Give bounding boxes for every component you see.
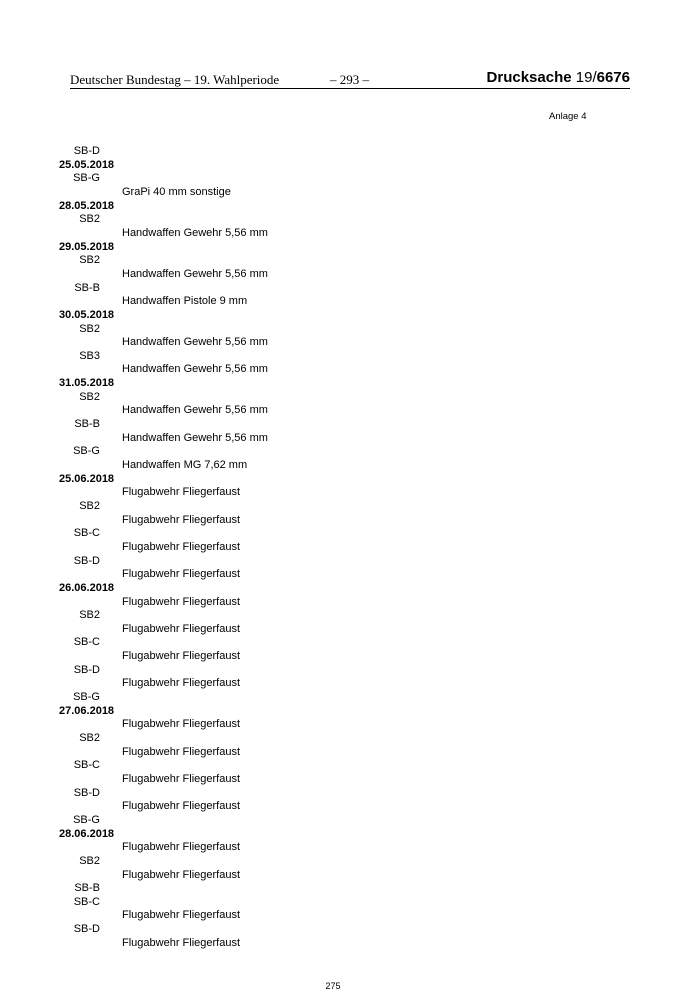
weapon-entry: Handwaffen Gewehr 5,56 mm [122, 404, 268, 417]
unit-code: SB-G [73, 813, 100, 826]
date-heading: 25.06.2018 [59, 472, 115, 485]
weapon-entry: Flugabwehr Fliegerfaust [122, 772, 241, 785]
unit-code: SB2 [79, 213, 100, 226]
unit-code: SB2 [79, 322, 100, 335]
weapon-entry: Handwaffen Gewehr 5,56 mm [122, 363, 268, 376]
date-heading: 25.05.2018 [59, 158, 115, 171]
unit-code: SB2 [79, 254, 100, 267]
date-heading: 28.05.2018 [59, 199, 115, 212]
weapon-entry: Flugabwehr Fliegerfaust [122, 677, 241, 690]
unit-code: SB-C [73, 895, 100, 908]
unit-code: SB-D [73, 923, 100, 936]
date-heading: 29.05.2018 [59, 240, 115, 253]
weapon-entry: Flugabwehr Fliegerfaust [122, 513, 241, 526]
weapon-entry: Handwaffen Gewehr 5,56 mm [122, 267, 268, 280]
unit-code: SB-B [74, 882, 100, 895]
unit-code: SB-D [73, 786, 100, 799]
unit-code: SB2 [79, 854, 100, 867]
weapon-entry: Flugabwehr Fliegerfaust [122, 568, 241, 581]
unit-code: SB2 [79, 732, 100, 744]
header-document-prefix: 19/ [575, 69, 597, 86]
unit-code: SB-B [74, 281, 100, 294]
weapon-entry: Handwaffen MG 7,62 mm [122, 458, 248, 471]
annex-label: Anlage 4 [549, 111, 587, 122]
date-heading: 30.05.2018 [59, 308, 115, 321]
unit-code: SB-D [73, 145, 100, 157]
weapon-entry: Handwaffen Gewehr 5,56 mm [122, 226, 268, 239]
unit-code: SB-D [73, 663, 100, 676]
weapon-entry: Flugabwehr Fliegerfaust [122, 800, 241, 813]
weapon-entry: Handwaffen Gewehr 5,56 mm [122, 431, 268, 444]
unit-code: SB2 [79, 390, 100, 403]
weapon-entry: Flugabwehr Fliegerfaust [122, 841, 241, 854]
header-publisher: Deutscher Bundestag – 19. Wahlperiode [70, 72, 280, 87]
weapon-entry: Handwaffen Pistole 9 mm [122, 295, 248, 308]
unit-code: SB-G [73, 691, 100, 703]
unit-code: SB-G [73, 172, 100, 185]
header-document-number: 6676 [596, 69, 630, 86]
unit-code: SB-B [74, 418, 100, 430]
unit-code: SB2 [79, 609, 100, 622]
header-document-label: Drucksache [486, 69, 572, 86]
unit-code: SB-C [73, 636, 100, 649]
unit-code: SB-D [73, 554, 100, 567]
date-heading: 31.05.2018 [59, 377, 115, 390]
weapon-entry: Flugabwehr Fliegerfaust [122, 909, 241, 922]
unit-code: SB-C [73, 759, 100, 772]
weapon-entry: Flugabwehr Fliegerfaust [122, 595, 241, 608]
weapon-entry: Flugabwehr Fliegerfaust [122, 650, 241, 662]
weapon-entry: Handwaffen Gewehr 5,56 mm [122, 336, 268, 349]
date-heading: 28.06.2018 [59, 827, 115, 840]
unit-code: SB3 [79, 349, 100, 362]
header-page-number: – 293 – [330, 72, 369, 87]
unit-code: SB-C [73, 527, 100, 540]
weapon-entry: Flugabwehr Fliegerfaust [122, 868, 241, 881]
weapon-entry: Flugabwehr Fliegerfaust [122, 936, 241, 949]
weapon-entry: Flugabwehr Fliegerfaust [122, 486, 241, 499]
unit-code: SB-G [73, 445, 100, 458]
weapon-entry: Flugabwehr Fliegerfaust [122, 540, 241, 553]
date-heading: 26.06.2018 [59, 581, 115, 594]
weapon-entry: GraPi 40 mm sonstige [122, 185, 231, 198]
date-heading: 27.06.2018 [59, 704, 115, 717]
weapon-entry: Flugabwehr Fliegerfaust [122, 718, 241, 731]
weapon-entry: Flugabwehr Fliegerfaust [122, 622, 241, 635]
weapon-entry: Flugabwehr Fliegerfaust [122, 745, 241, 758]
footer-page-number: 275 [325, 981, 341, 991]
unit-code: SB2 [79, 499, 100, 512]
